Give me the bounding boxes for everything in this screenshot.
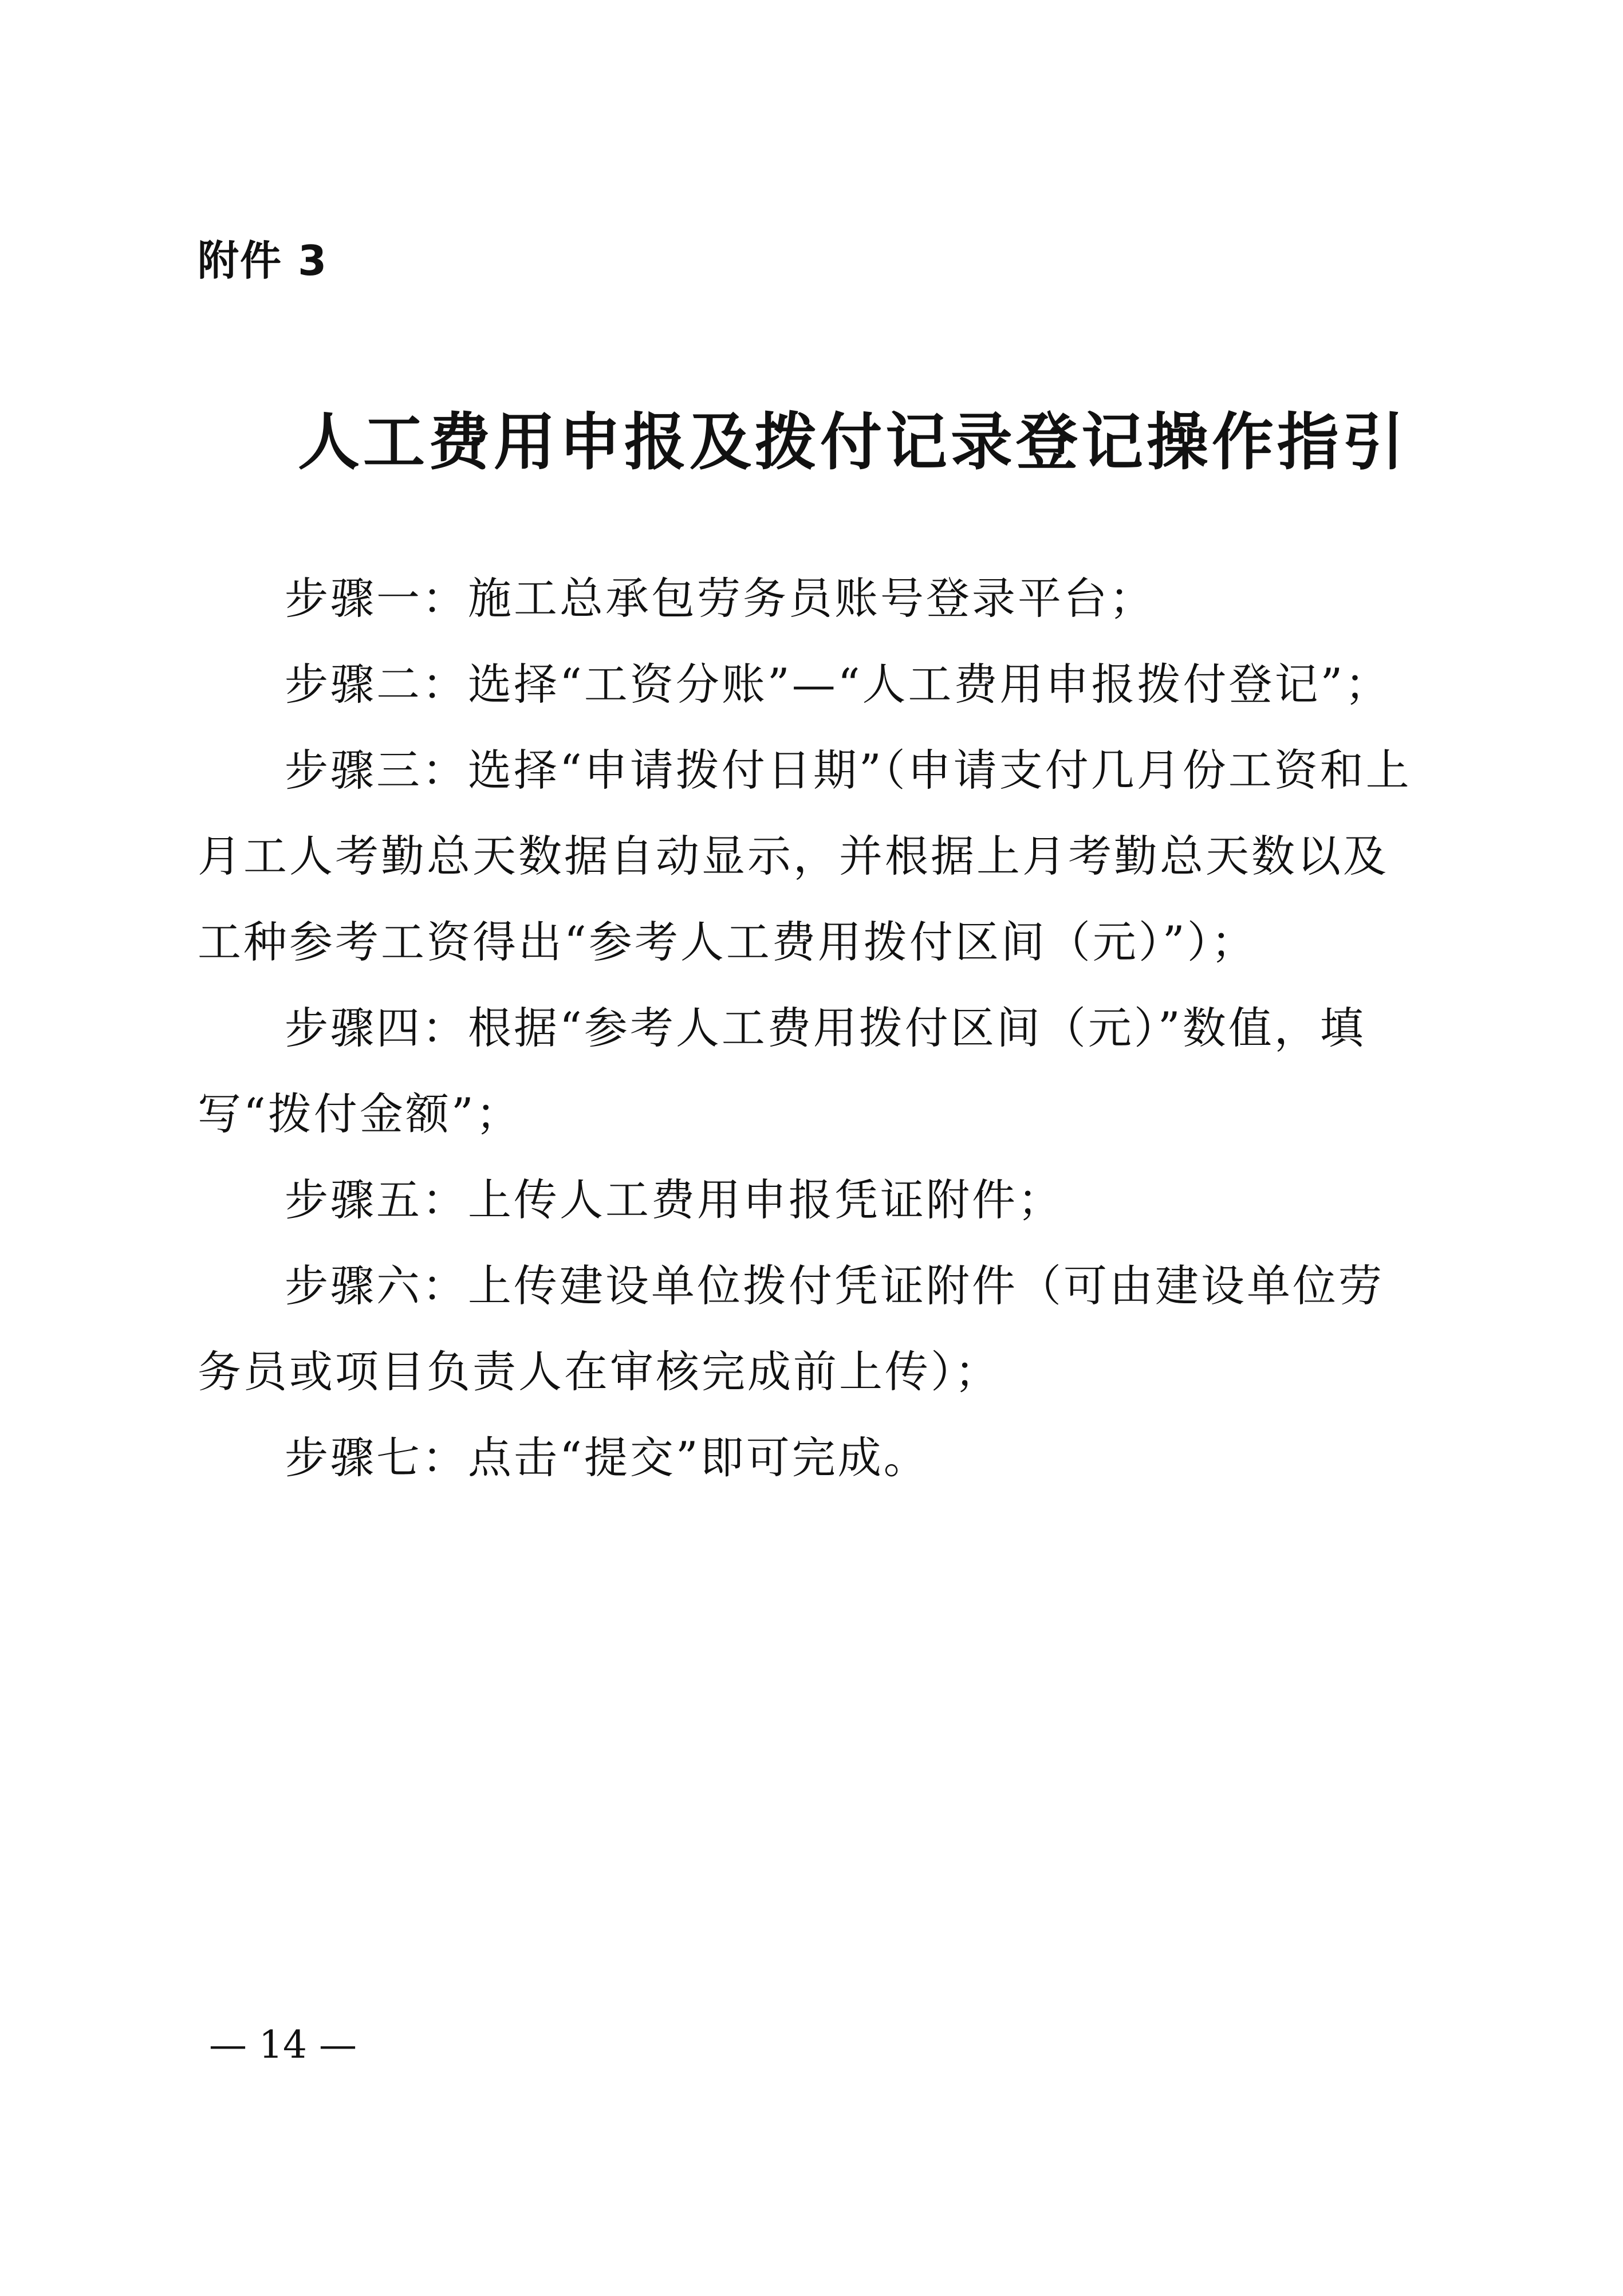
step-5: 步骤五：上传人工费用申报凭证附件；: [285, 1174, 1063, 1225]
step-7: 步骤七：点击“提交”即可完成。: [285, 1432, 929, 1483]
step-list: [198, 556, 1429, 1501]
attachment-label: 附件 3: [198, 237, 328, 285]
page-number: — 14 —: [209, 2023, 357, 2067]
step-4: 步骤四：根据“参考人工费用拨付区间（元）”数值，填写“拨付金额”；: [198, 1002, 1366, 1139]
step-1: 步骤一：施工总承包劳务员账号登录平台；: [285, 573, 1155, 624]
document-title: 人工费用申报及拨付记录登记操作指引: [298, 406, 1408, 479]
step-3: 步骤三：选择“申请拨付日期”（申请支付几月份工资和上月工人考勤总天数据自动显示，并根据上月考勤总天数以及工种参考工资得出“参考人工费用拨付区间（元）”）；: [198, 745, 1412, 968]
step-2: 步骤二：选择“工资分账”—“人工费用申报拨付登记”；: [285, 659, 1391, 710]
step-6: 步骤六：上传建设单位拨付凭证附件（可由建设单位劳务员或项目负责人在审核完成前上传）；: [198, 1260, 1384, 1397]
